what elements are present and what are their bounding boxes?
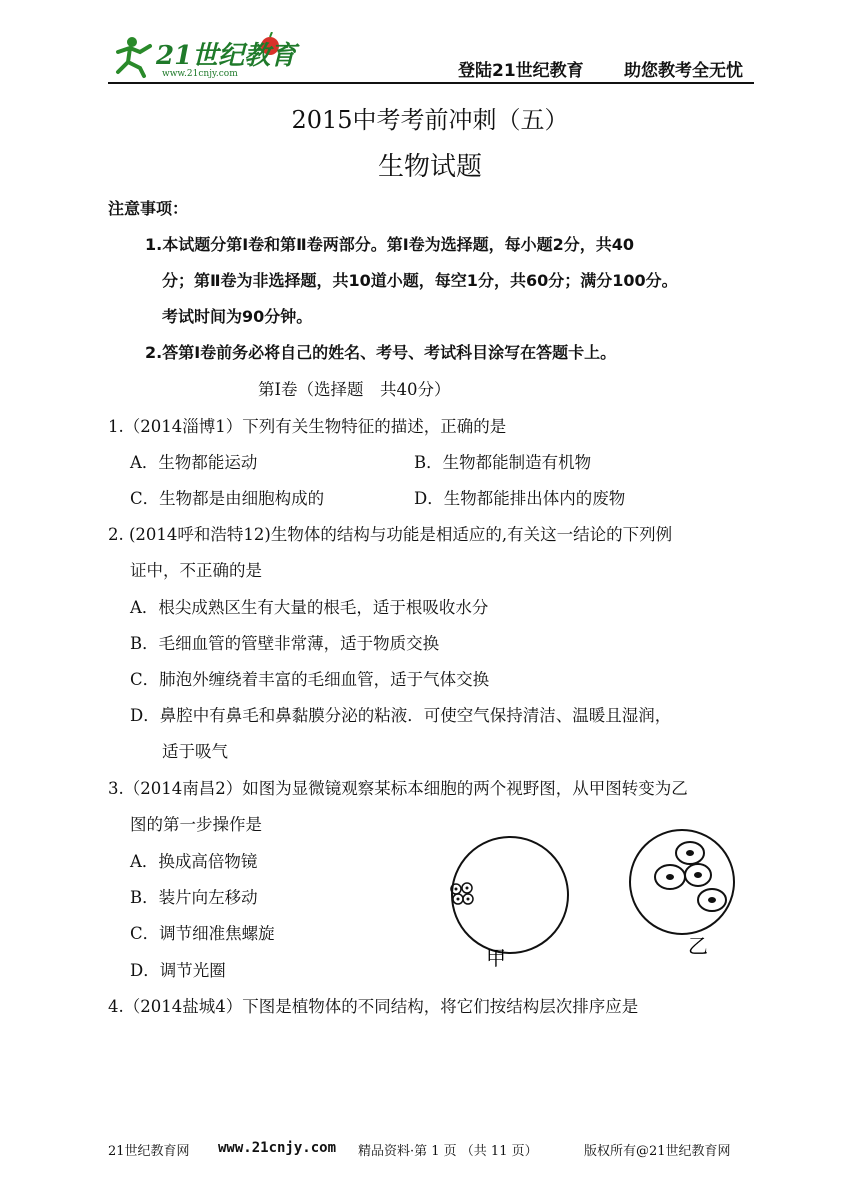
q4-stem: 4.（2014盐城4）下图是植物体的不同结构，将它们按结构层次排序应是	[108, 997, 639, 1016]
q1-option-a: A．生物都能运动	[130, 453, 258, 472]
page-title: 2015中考考前冲刺（五）	[291, 106, 569, 134]
q2-stem-line1: 2. (2014呼和浩特12)生物体的结构与功能是相适应的,有关这一结论的下列例	[108, 525, 673, 544]
q1-stem: 1.（2014淄博1）下列有关生物特征的描述，正确的是	[108, 417, 507, 436]
notice-item1-line3: 考试时间为90分钟。	[162, 307, 313, 326]
q3-option-a: A．换成高倍物镜	[130, 852, 258, 871]
q2-option-b: B．毛细血管的管壁非常薄，适于物质交换	[130, 634, 440, 653]
page-subtitle: 生物试题	[377, 152, 482, 182]
logo	[110, 32, 310, 80]
field-yi-label: 乙	[688, 934, 708, 958]
header-slogan-left: 登陆21世纪教育	[458, 61, 584, 81]
field-jia-label: 甲	[486, 946, 506, 970]
logo-graphic	[110, 32, 310, 80]
footer-site[interactable]: www.21cnjy.com	[218, 1140, 337, 1156]
footer-middle: 精品资料·第 1 页 （共 11 页）	[358, 1144, 538, 1159]
q2-stem-line2: 证中，不正确的是	[130, 561, 262, 580]
microscope-figure	[420, 825, 780, 975]
header-divider	[108, 82, 754, 84]
q3-option-b: B．装片向左移动	[130, 888, 258, 907]
logo-url-text: www.21cnjy.com	[162, 69, 238, 79]
footer-left: 21世纪教育网	[108, 1144, 190, 1159]
q2-option-d-line2: 适于吸气	[162, 742, 228, 761]
q3-option-d: D．调节光圈	[130, 961, 226, 980]
field-jia-cells	[451, 883, 473, 904]
notice-heading: 注意事项：	[108, 199, 189, 218]
notice-item2: 2.答第Ⅰ卷前务必将自己的姓名、考号、考试科目涂写在答题卡上。	[145, 343, 617, 362]
footer-right: 版权所有@21世纪教育网	[584, 1144, 731, 1159]
q1-option-b: B．生物都能制造有机物	[414, 453, 592, 472]
logo-text: 21世纪教育	[156, 41, 297, 71]
q2-option-a: A．根尖成熟区生有大量的根毛，适于根吸收水分	[130, 598, 489, 617]
field-jia-circle	[452, 837, 568, 953]
q3-option-c: C．调节细准焦螺旋	[130, 924, 275, 943]
header-slogan-right: 助您教考全无忧	[624, 61, 743, 81]
q3-stem-line2: 图的第一步操作是	[130, 815, 262, 834]
section-title: 第Ⅰ卷（选择题 共40分）	[258, 380, 451, 399]
logo-figure-body	[118, 46, 150, 76]
notice-item1-line2: 分；第Ⅱ卷为非选择题，共10道小题，每空1分，共60分；满分100分。	[162, 271, 678, 290]
footer-site-link[interactable]	[218, 1140, 336, 1156]
field-yi-circle	[630, 830, 734, 934]
q2-option-d-line1: D．鼻腔中有鼻毛和鼻黏膜分泌的粘液．可使空气保持清洁、温暖且湿润，	[130, 706, 672, 725]
q3-stem-line1: 3.（2014南昌2）如图为显微镜观察某标本细胞的两个视野图，从甲图转变为乙	[108, 779, 688, 798]
logo-figure-head	[127, 37, 137, 47]
q1-option-c: C．生物都是由细胞构成的	[130, 489, 325, 508]
q1-option-d: D．生物都能排出体内的废物	[414, 489, 626, 508]
notice-item1-line1: 1.本试题分第Ⅰ卷和第Ⅱ卷两部分。第Ⅰ卷为选择题，每小题2分，共40	[145, 235, 635, 254]
q2-option-c: C．肺泡外缠绕着丰富的毛细血管，适于气体交换	[130, 670, 490, 689]
logo-apple-stem	[270, 32, 272, 37]
field-yi-cells	[655, 842, 726, 911]
